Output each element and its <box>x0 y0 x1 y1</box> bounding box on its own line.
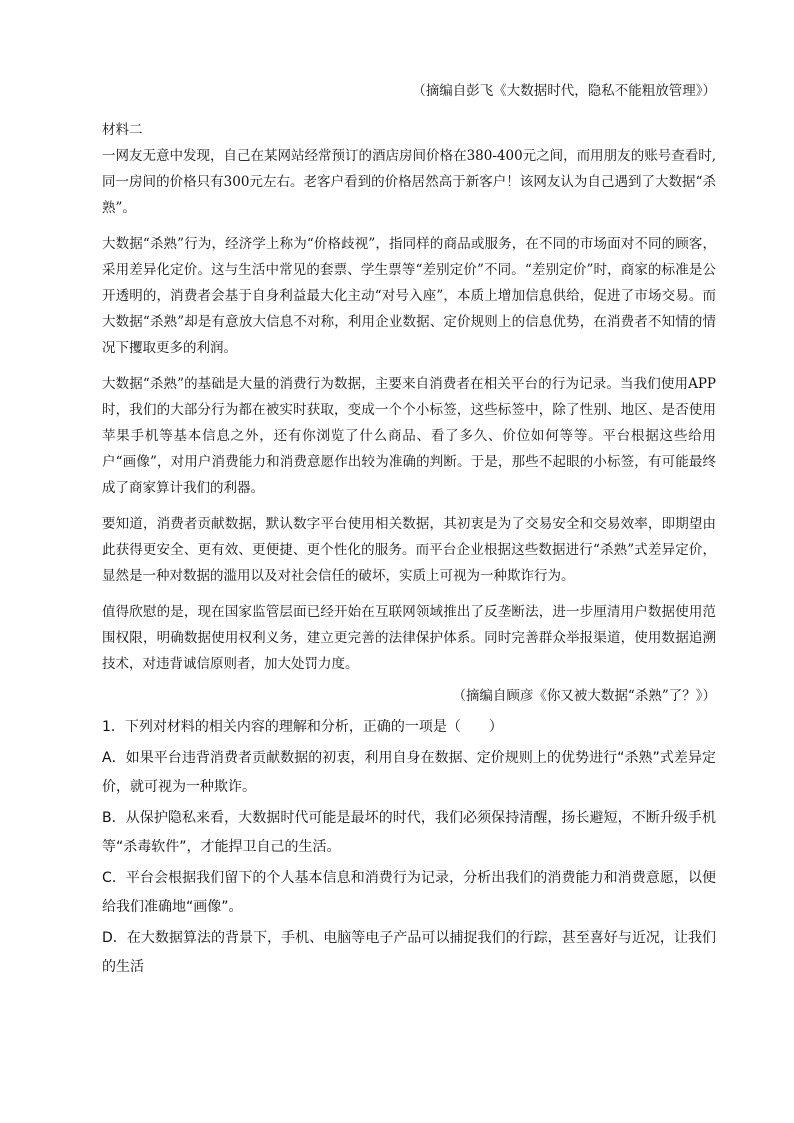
option-b: B．从保护隐私来看，大数据时代可能是最坏的时代，我们必须保持清醒，扬长避短，不断升级手机等“杀毒软件”，才能捍卫自己的生活。 <box>102 810 716 855</box>
material1-source-citation: （摘编自彭飞《大数据时代，隐私不能粗放管理》） <box>412 83 716 99</box>
material2-source-citation: （摘编自顾彦《你又被大数据“杀熟”了？》） <box>452 688 716 704</box>
material2-paragraph-5: 值得欣慰的是，现在国家监管层面已经开始在互联网领域推出了反垄断法，进一步厘清用户数据使用范围权限，明确数据使用权利义务，建立更完善的法律保护体系。同时完善群众举报渠道，使用数据追溯技术，对违背诚信原则者，加大处罚力度。 <box>102 604 716 672</box>
option-a: A．如果平台违背消费者贡献数据的初衷，利用自身在数据、定价规则上的优势进行“杀熟”式差异定价，就可视为一种欺诈。 <box>102 750 716 795</box>
option-d: D．在大数据算法的背景下，手机、电脑等电子产品可以捕捉我们的行踪，甚至喜好与近况，让我们的生活 <box>102 930 716 975</box>
option-c: C．平台会根据我们留下的个人基本信息和消费行为记录，分析出我们的消费能力和消费意愿，以便给我们准确地“画像”。 <box>102 870 716 915</box>
question-stem: 1．下列对材料的相关内容的理解和分析，正确的一项是（ ） <box>102 719 503 735</box>
material2-paragraph-4: 要知道，消费者贡献数据，默认数字平台使用相关数据，其初衷是为了交易安全和交易效率，即期望由此获得更安全、更有效、更便捷、更个性化的服务。而平台企业根据这些数据进行“杀熟”式差异定价，显然是一种对数据的滥用以及对社会信任的破坏，实质上可视为一种欺诈行为。 <box>102 516 716 584</box>
material2-paragraph-1: 一网友无意中发现，自己在某网站经常预订的酒店房间价格在380-400元之间，而用朋友的账号查看时,同一房间的价格只有300元左右。老客户看到的价格居然高于新客户！该网友认为自己遇到了大数据“杀熟”。 <box>102 148 716 216</box>
question-block <box>102 713 716 982</box>
material2-paragraph-3: 大数据“杀熟”的基础是大量的消费行为数据，主要来自消费者在相关平台的行为记录。当我们使用APP时，我们的大部分行为都在被实时获取，变成一个个小标签，这些标签中，除了性别、地区、是否使用苹果手机等基本信息之外，还有你浏览了什么商品、看了多久、价位如何等等。平台根据这些给用户“画像”，对用户消费能力和消费意愿作出较为准确的判断。于是，那些不起眼的小标签，有可能最终成了商家算计我们的利器。 <box>102 376 716 496</box>
page-content <box>102 70 716 982</box>
material2-paragraph-2: 大数据“杀熟”行为，经济学上称为“价格歧视”，指同样的商品或服务，在不同的市场面对不同的顾客，采用差异化定价。这与生活中常见的套票、学生票等“差别定价”不同。“差别定价”时，商家的标准是公开透明的，消费者会基于自身利益最大化主动“对号入座”，本质上增加信息供给，促进了市场交易。而大数据“杀熟”却是有意放大信息不对称，利用企业数据、定价规则上的信息优势，在消费者不知情的情况下攫取更多的利润。 <box>102 236 716 356</box>
material2-label: 材料二 <box>102 122 143 138</box>
